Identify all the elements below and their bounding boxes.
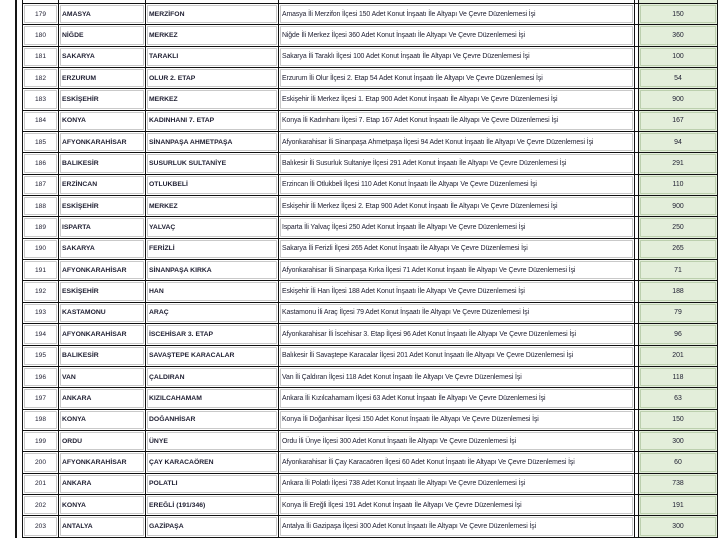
unit-count-cell: 300 xyxy=(638,431,718,451)
row-number-cell: 202 xyxy=(22,495,58,515)
row-number-cell: 190 xyxy=(22,239,58,259)
row-number-cell: 203 xyxy=(22,516,58,536)
district-cell: FERİZLİ xyxy=(145,239,278,259)
table-row xyxy=(22,132,718,153)
row-number-cell xyxy=(22,0,58,3)
row-number-cell: 180 xyxy=(22,25,58,45)
province-cell: AFYONKARAHİSAR xyxy=(58,260,145,280)
table-row xyxy=(22,239,718,260)
district-cell: İSCEHİSAR 3. ETAP xyxy=(145,324,278,344)
row-number-cell: 192 xyxy=(22,281,58,301)
unit-count-cell: 150 xyxy=(638,410,718,430)
description-cell: Konya İli Ereğli İlçesi 191 Adet Konut İnşaatı İle Altyapı Ve Çevre Düzenlemesi İşi xyxy=(278,495,635,515)
province-cell: ISPARTA xyxy=(58,217,145,237)
district-cell: YALVAÇ xyxy=(145,217,278,237)
unit-count-cell: 900 xyxy=(638,196,718,216)
table-row xyxy=(22,89,718,110)
province-cell: AFYONKARAHİSAR xyxy=(58,324,145,344)
province-cell: ANKARA xyxy=(58,474,145,494)
district-cell: OTLUKBELİ xyxy=(145,175,278,195)
unit-count-cell: 265 xyxy=(638,239,718,259)
row-number-cell: 194 xyxy=(22,324,58,344)
row-number-cell: 181 xyxy=(22,47,58,67)
unit-count-cell: 96 xyxy=(638,324,718,344)
province-cell: NİĞDE xyxy=(58,25,145,45)
table-row xyxy=(22,516,718,537)
description-cell: Sakarya İli Taraklı İlçesi 100 Adet Konut İnşaatı İle Altyapı Ve Çevre Düzenlemesi İşi xyxy=(278,47,635,67)
unit-count-cell: 738 xyxy=(638,474,718,494)
row-number-cell: 198 xyxy=(22,410,58,430)
unit-count-cell: 201 xyxy=(638,346,718,366)
table-row xyxy=(22,47,718,68)
district-cell: MERZİFON xyxy=(145,4,278,24)
province-cell: KONYA xyxy=(58,495,145,515)
row-number-cell: 196 xyxy=(22,367,58,387)
district-cell: TARAKLI xyxy=(145,47,278,67)
province-cell: KASTAMONU xyxy=(58,303,145,323)
province-cell: VAN xyxy=(58,367,145,387)
province-cell: ERZURUM xyxy=(58,68,145,88)
unit-count-cell: 54 xyxy=(638,68,718,88)
row-number-cell: 184 xyxy=(22,111,58,131)
housing-projects-table xyxy=(22,0,718,538)
description-cell: Ankara İli Polatlı İlçesi 738 Adet Konut İnşaatı İle Altyapı Ve Çevre Düzenlemesi İşi xyxy=(278,474,635,494)
unit-count-cell: 191 xyxy=(638,495,718,515)
unit-count-cell: 250 xyxy=(638,217,718,237)
unit-count-cell: 150 xyxy=(638,4,718,24)
district-cell: MERKEZ xyxy=(145,196,278,216)
table-row xyxy=(22,153,718,174)
district-cell: ÇALDIRAN xyxy=(145,367,278,387)
page-edge-line xyxy=(15,0,17,538)
table-row xyxy=(22,495,718,516)
row-number-cell: 193 xyxy=(22,303,58,323)
description-cell: Eskişehir İli Merkez İlçesi 1. Etap 900 Adet Konut İnşaatı İle Altyapı Ve Çevre Düzenlemesi İşi xyxy=(278,89,635,109)
row-number-cell: 191 xyxy=(22,260,58,280)
table-row xyxy=(22,175,718,196)
description-cell: Erzurum İli Olur İlçesi 2. Etap 54 Adet Konut İnşaatı İle Altyapı Ve Çevre Düzenlemesi İşi xyxy=(278,68,635,88)
description-cell: Antalya İli Gazipaşa İlçesi 300 Adet Konut İnşaatı İle Altyapı Ve Çevre Düzenlemesi İşi xyxy=(278,516,635,536)
province-cell: ERZİNCAN xyxy=(58,175,145,195)
unit-count-cell: 300 xyxy=(638,516,718,536)
table-row xyxy=(22,281,718,302)
table-row xyxy=(22,68,718,89)
district-cell: ARAÇ xyxy=(145,303,278,323)
description-cell: Balıkesir İli Savaştepe Karacalar İlçesi 201 Adet Konut İnşaatı İle Altyapı Ve Çevre Düzenlemesi İşi xyxy=(278,346,635,366)
description-cell: Amasya İli Merzifon İlçesi 150 Adet Konut İnşaatı İle Altyapı Ve Çevre Düzenlemesi İşi xyxy=(278,4,635,24)
table-row xyxy=(22,431,718,452)
row-number-cell: 182 xyxy=(22,68,58,88)
table-row xyxy=(22,410,718,431)
description-cell: Niğde İli Merkez İlçesi 360 Adet Konut İnşaatı İle Altyapı Ve Çevre Düzenlemesi İşi xyxy=(278,25,635,45)
description-cell: Afyonkarahisar İli Sinanpaşa Kırka İlçesi 71 Adet Konut İnşaatı İle Altyapı Ve Çevre Düzenlemesi İşi xyxy=(278,260,635,280)
table-row xyxy=(22,474,718,495)
district-cell: SİNANPAŞA KIRKA xyxy=(145,260,278,280)
table-rows xyxy=(22,4,718,538)
description-cell: Sakarya İli Ferizli İlçesi 265 Adet Konut İnşaatı İle Altyapı Ve Çevre Düzenlemesi İşi xyxy=(278,239,635,259)
table-row xyxy=(22,452,718,473)
description-cell: Afyonkarahisar İli İscehisar 3. Etap İlçesi 96 Adet Konut İnşaatı İle Altyapı Ve Çevre Düzenlemesi İşi xyxy=(278,324,635,344)
description-cell: Eskişehir İli Merkez İlçesi 2. Etap 900 Adet Konut İnşaatı İle Altyapı Ve Çevre Düzenlemesi İşi xyxy=(278,196,635,216)
description-cell xyxy=(278,0,635,3)
table-row xyxy=(22,196,718,217)
province-cell: BALIKESİR xyxy=(58,153,145,173)
table-row xyxy=(22,260,718,281)
row-number-cell: 187 xyxy=(22,175,58,195)
row-number-cell: 179 xyxy=(22,4,58,24)
row-number-cell: 189 xyxy=(22,217,58,237)
description-cell: Afyonkarahisar İli Çay Karacaören İlçesi 60 Adet Konut İnşaatı İle Altyapı Ve Çevre Düzenlemesi İşi xyxy=(278,452,635,472)
district-cell: HAN xyxy=(145,281,278,301)
unit-count-cell: 63 xyxy=(638,388,718,408)
row-number-cell: 185 xyxy=(22,132,58,152)
unit-count-cell: 71 xyxy=(638,260,718,280)
unit-count-cell: 900 xyxy=(638,89,718,109)
district-cell: SAVAŞTEPE KARACALAR xyxy=(145,346,278,366)
table-row xyxy=(22,388,718,409)
row-number-cell: 188 xyxy=(22,196,58,216)
unit-count-cell: 118 xyxy=(638,367,718,387)
province-cell: ESKİŞEHİR xyxy=(58,196,145,216)
description-cell: Konya İli Kadınhanı İlçesi 7. Etap 167 Adet Konut İnşaatı İle Altyapı Ve Çevre Düzenlemesi İşi xyxy=(278,111,635,131)
row-number-cell: 195 xyxy=(22,346,58,366)
row-number-cell: 197 xyxy=(22,388,58,408)
unit-count-cell: 100 xyxy=(638,47,718,67)
province-cell: SAKARYA xyxy=(58,239,145,259)
description-cell: Ankara İli Kızılcahamam İlçesi 63 Adet Konut İnşaatı İle Altyapı Ve Çevre Düzenlemesi İşi xyxy=(278,388,635,408)
description-cell: Balıkesir İli Susurluk Sultaniye İlçesi 291 Adet Konut İnşaatı İle Altyapı Ve Çevre Düzenlemesi İşi xyxy=(278,153,635,173)
unit-count-cell: 167 xyxy=(638,111,718,131)
district-cell: SİNANPAŞA AHMETPAŞA xyxy=(145,132,278,152)
district-cell: ÇAY KARACAÖREN xyxy=(145,452,278,472)
description-cell: Erzincan İli Otlukbeli İlçesi 110 Adet Konut İnşaatı İle Altyapı Ve Çevre Düzenlemesi İşi xyxy=(278,175,635,195)
unit-count-cell: 94 xyxy=(638,132,718,152)
district-cell: ÜNYE xyxy=(145,431,278,451)
unit-count-cell: 79 xyxy=(638,303,718,323)
district-cell: DOĞANHİSAR xyxy=(145,410,278,430)
district-cell: MERKEZ xyxy=(145,25,278,45)
province-cell: ANKARA xyxy=(58,388,145,408)
province-cell: ANTALYA xyxy=(58,516,145,536)
table-row xyxy=(22,346,718,367)
province-cell: KONYA xyxy=(58,410,145,430)
table-row xyxy=(22,303,718,324)
description-cell: Konya İli Doğanhisar İlçesi 150 Adet Konut İnşaatı İle Altyapı Ve Çevre Düzenlemesi İşi xyxy=(278,410,635,430)
table-row xyxy=(22,217,718,238)
province-cell: BALIKESİR xyxy=(58,346,145,366)
province-cell xyxy=(58,0,145,3)
description-cell: Eskişehir İli Han İlçesi 188 Adet Konut İnşaatı İle Altyapı Ve Çevre Düzenlemesi İşi xyxy=(278,281,635,301)
row-number-cell: 199 xyxy=(22,431,58,451)
province-cell: SAKARYA xyxy=(58,47,145,67)
unit-count-cell: 188 xyxy=(638,281,718,301)
description-cell: Afyonkarahisar İli Sinanpaşa Ahmetpaşa İlçesi 94 Adet Konut İnşaatı İle Altyapı Ve Çevre Düzenlemesi İşi xyxy=(278,132,635,152)
table-row xyxy=(22,324,718,345)
district-cell: KADINHANI 7. ETAP xyxy=(145,111,278,131)
district-cell: GAZİPAŞA xyxy=(145,516,278,536)
description-cell: Van İli Çaldıran İlçesi 118 Adet Konut İnşaatı İle Altyapı Ve Çevre Düzenlemesi İşi xyxy=(278,367,635,387)
province-cell: AFYONKARAHİSAR xyxy=(58,132,145,152)
province-cell: ESKİŞEHİR xyxy=(58,89,145,109)
description-cell: Kastamonu İli Araç İlçesi 79 Adet Konut İnşaatı İle Altyapı Ve Çevre Düzenlemesi İşi xyxy=(278,303,635,323)
province-cell: AMASYA xyxy=(58,4,145,24)
row-number-cell: 201 xyxy=(22,474,58,494)
province-cell: KONYA xyxy=(58,111,145,131)
district-cell xyxy=(145,0,278,3)
table-row xyxy=(22,4,718,25)
unit-count-cell: 60 xyxy=(638,452,718,472)
district-cell: KIZILCAHAMAM xyxy=(145,388,278,408)
unit-count-cell: 291 xyxy=(638,153,718,173)
description-cell: Isparta İli Yalvaç İlçesi 250 Adet Konut İnşaatı İle Altyapı Ve Çevre Düzenlemesi İşi xyxy=(278,217,635,237)
row-number-cell: 200 xyxy=(22,452,58,472)
district-cell: POLATLI xyxy=(145,474,278,494)
unit-count-cell: 110 xyxy=(638,175,718,195)
district-cell: OLUR 2. ETAP xyxy=(145,68,278,88)
table-row xyxy=(22,25,718,46)
row-number-cell: 183 xyxy=(22,89,58,109)
unit-count-cell: 360 xyxy=(638,25,718,45)
table-row xyxy=(22,111,718,132)
district-cell: SUSURLUK SULTANİYE xyxy=(145,153,278,173)
province-cell: AFYONKARAHİSAR xyxy=(58,452,145,472)
district-cell: MERKEZ xyxy=(145,89,278,109)
description-cell: Ordu İli Ünye İlçesi 300 Adet Konut İnşaatı İle Altyapı Ve Çevre Düzenlemesi İşi xyxy=(278,431,635,451)
row-number-cell: 186 xyxy=(22,153,58,173)
unit-count-cell xyxy=(638,0,718,3)
district-cell: EREĞLİ (191/346) xyxy=(145,495,278,515)
province-cell: ESKİŞEHİR xyxy=(58,281,145,301)
table-row xyxy=(22,367,718,388)
province-cell: ORDU xyxy=(58,431,145,451)
